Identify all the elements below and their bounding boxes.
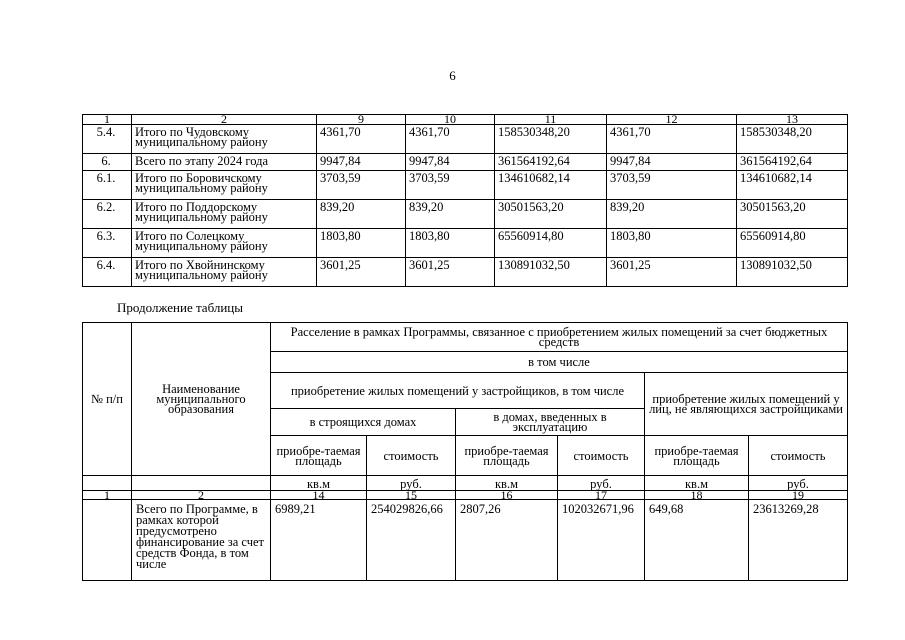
row-number: 6.3. [83,229,132,258]
cell-value: 23613269,28 [749,500,848,581]
unit-sqm: кв.м [456,476,558,491]
unit-rub: руб. [558,476,645,491]
cell-value: 254029826,66 [367,500,456,581]
table-row [83,125,848,154]
top-header-cell: 10 [406,115,495,125]
cost-column-header: стоимость [749,436,848,476]
area-column-header: приобре-таемая площадь [456,436,558,476]
continuation-label: Продолжение таблицы [117,300,243,315]
cell-value: 4361,70 [317,125,406,154]
unit-cell [83,476,132,491]
table-row [83,171,848,200]
row-name: Итого по Хвойнинскому муниципальному району [132,258,317,287]
cell-value: 839,20 [406,200,495,229]
index-cell: 17 [558,491,645,500]
under-construction-header: в строящихся домах [271,409,456,436]
cell-value: 130891032,50 [737,258,848,287]
unit-cell [132,476,271,491]
cell-value: 65560914,80 [737,229,848,258]
cell-value: 9947,84 [406,154,495,171]
index-cell: 15 [367,491,456,500]
row-number [83,500,132,581]
row-number: 5.4. [83,125,132,154]
table-row [83,154,848,171]
bottom-table [82,322,848,581]
cell-value: 1803,80 [317,229,406,258]
cell-value: 134610682,14 [495,171,607,200]
cell-value: 134610682,14 [737,171,848,200]
cell-value: 102032671,96 [558,500,645,581]
cell-value: 4361,70 [607,125,737,154]
cell-value: 6989,21 [271,500,367,581]
cell-value: 2807,26 [456,500,558,581]
cell-value: 649,68 [645,500,749,581]
index-cell: 19 [749,491,848,500]
cell-value: 3601,25 [317,258,406,287]
index-cell: 16 [456,491,558,500]
cost-column-header: стоимость [367,436,456,476]
page-number: 6 [449,68,456,83]
cell-value: 3703,59 [317,171,406,200]
cell-value: 839,20 [317,200,406,229]
cell-value: 361564192,64 [495,154,607,171]
unit-rub: руб. [749,476,848,491]
cell-value: 3703,59 [607,171,737,200]
cell-value: 158530348,20 [495,125,607,154]
cell-value: 158530348,20 [737,125,848,154]
top-header-cell: 2 [132,115,317,125]
table-row [83,500,848,581]
top-header-cell: 1 [83,115,132,125]
table-row [83,200,848,229]
unit-sqm: кв.м [645,476,749,491]
row-name: Итого по Солецкому муниципальному району [132,229,317,258]
cell-value: 9947,84 [607,154,737,171]
cell-value: 4361,70 [406,125,495,154]
row-name: Итого по Чудовскому муниципальному району [132,125,317,154]
cell-value: 3601,25 [607,258,737,287]
row-number: 6.2. [83,200,132,229]
top-header-cell: 9 [317,115,406,125]
cell-value: 30501563,20 [737,200,848,229]
row-name: Итого по Боровичскому муниципальному району [132,171,317,200]
top-table-header-row [83,115,848,125]
cell-value: 9947,84 [317,154,406,171]
table-row [83,229,848,258]
index-cell: 18 [645,491,749,500]
row-number: 6.4. [83,258,132,287]
cell-value: 3703,59 [406,171,495,200]
main-header: Расселение в рамках Программы, связанное с приобретением жилых помещений за счет бюджетных средств [271,323,848,352]
table-row [83,258,848,287]
row-name: Итого по Поддорскому муниципальному району [132,200,317,229]
unit-sqm: кв.м [271,476,367,491]
top-table [82,114,848,287]
cell-value: 3601,25 [406,258,495,287]
row-number: 6. [83,154,132,171]
index-cell: 14 [271,491,367,500]
including-header: в том числе [271,352,848,373]
index-cell: 2 [132,491,271,500]
cell-value: 30501563,20 [495,200,607,229]
commissioned-header: в домах, введенных в эксплуатацию [456,409,645,436]
cell-value: 1803,80 [607,229,737,258]
cell-value: 65560914,80 [495,229,607,258]
index-cell: 1 [83,491,132,500]
cell-value: 839,20 [607,200,737,229]
num-header: № п/п [83,323,132,476]
unit-rub: руб. [367,476,456,491]
cell-value: 1803,80 [406,229,495,258]
area-column-header: приобре-таемая площадь [645,436,749,476]
name-header: Наименование муниципального образования [132,323,271,476]
top-header-cell: 13 [737,115,848,125]
row-number: 6.1. [83,171,132,200]
row-name: Всего по Программе, в рамках которой предусмотрено финансирование за счет средств Фонда, в том числе [132,500,271,581]
top-header-cell: 11 [495,115,607,125]
cost-column-header: стоимость [558,436,645,476]
row-name: Всего по этапу 2024 года [132,154,317,171]
cell-value: 361564192,64 [737,154,848,171]
non-developers-group-header: приобретение жилых помещений у лиц, не являющихся застройщиками [645,373,848,436]
top-header-cell: 12 [607,115,737,125]
index-row [83,491,848,500]
area-column-header: приобре-таемая площадь [271,436,367,476]
developers-group-header: приобретение жилых помещений у застройщиков, в том числе [271,373,645,409]
cell-value: 130891032,50 [495,258,607,287]
